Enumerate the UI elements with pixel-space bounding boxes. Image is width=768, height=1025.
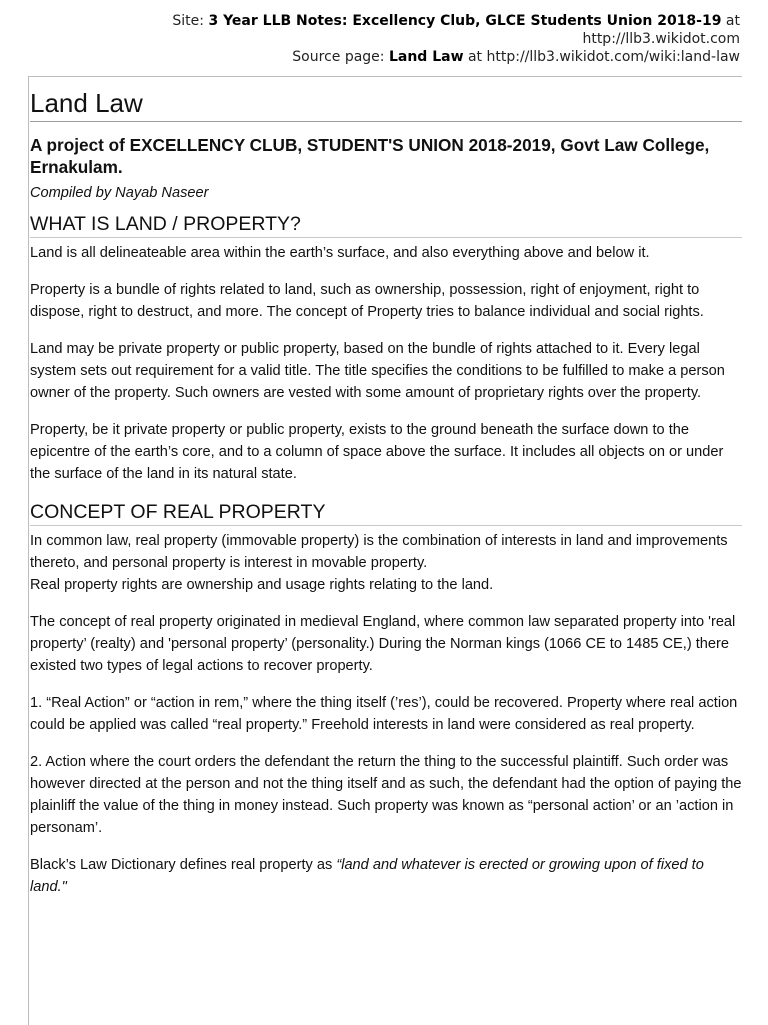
paragraph: Land is all delineateable area within the earth’s surface, and also everything above and below it.	[30, 245, 650, 261]
source-url[interactable]: http://llb3.wikidot.com/wiki:land-law	[486, 49, 740, 65]
section-heading-land-property: WHAT IS LAND / PROPERTY?	[30, 212, 742, 238]
site-url[interactable]: http://llb3.wikidot.com	[582, 31, 740, 47]
site-header	[20, 12, 740, 66]
site-prefix: Site:	[172, 13, 209, 29]
paragraph: Real property rights are ownership and usage rights relating to the land.	[30, 577, 494, 593]
paragraph: Land may be private property or public property, based on the bundle of rights attached to it. Every legal system sets out requirement for a valid title. The title specifies the conditions to be fulfilled to make a person owner of the property. Such owners are vested with some amount of proprietary rights over the property.	[30, 341, 725, 401]
document-frame	[28, 76, 742, 1025]
paragraph-definition	[30, 854, 742, 898]
definition-quote: “land and whatever is erected or growing upon of fixed to land."	[30, 857, 704, 895]
paragraph: 1. “Real Action” or “action in rem,” where the thing itself (’res’), could be recovered. Property where real action could be applied was called “real property.” Freehold interests in land were considered as real property.	[30, 695, 738, 733]
page-content	[30, 87, 742, 913]
paragraph: Property is a bundle of rights related to land, such as ownership, possession, right of enjoyment, right to dispose, right to destruct, and more. The concept of Property tries to balance individual and social rights.	[30, 282, 704, 320]
section-heading-real-property: CONCEPT OF REAL PROPERTY	[30, 500, 742, 526]
site-at: at	[721, 13, 740, 29]
paragraph: In common law, real property (immovable property) is the combination of interests in land and improvements thereto, and personal property is interest in movable property.	[30, 533, 728, 571]
source-at: at	[463, 49, 487, 65]
compiled-by: Compiled by Nayab Naseer	[30, 185, 209, 201]
page-title: Land Law	[30, 87, 742, 122]
paragraph: Property, be it private property or public property, exists to the ground beneath the surface down to the epicentre of the earth’s core, and to a column of space above the surface. It includes all objects on or under the surface of the land in its natural state.	[30, 422, 724, 482]
source-name-link[interactable]: Land Law	[388, 49, 464, 65]
page-subtitle: A project of EXCELLENCY CLUB, STUDENT'S UNION 2018-2019, Govt Law College, Ernakulam.	[30, 135, 710, 177]
source-line	[20, 48, 740, 66]
definition-intro: Black’s Law Dictionary defines real property as	[30, 857, 337, 873]
source-prefix: Source page:	[292, 49, 389, 65]
paragraph: 2. Action where the court orders the defendant the return the thing to the successful plaintiff. Such order was however directed at the person and not the thing itself and as such, the defendant had the option of paying the plainliff the value of the thing in money instead. Such property was known as “personal action’ or an ’action in personam’.	[30, 754, 742, 836]
site-name-link[interactable]: 3 Year LLB Notes: Excellency Club, GLCE Students Union 2018-19	[208, 13, 722, 29]
paragraph: The concept of real property originated in medieval England, where common law separated property into 'real property’ (realty) and 'personal property’ (personality.) During the Norman kings (1066 CE to 1485 CE,) there existed two types of legal actions to recover property.	[30, 614, 736, 674]
site-line	[20, 12, 740, 30]
